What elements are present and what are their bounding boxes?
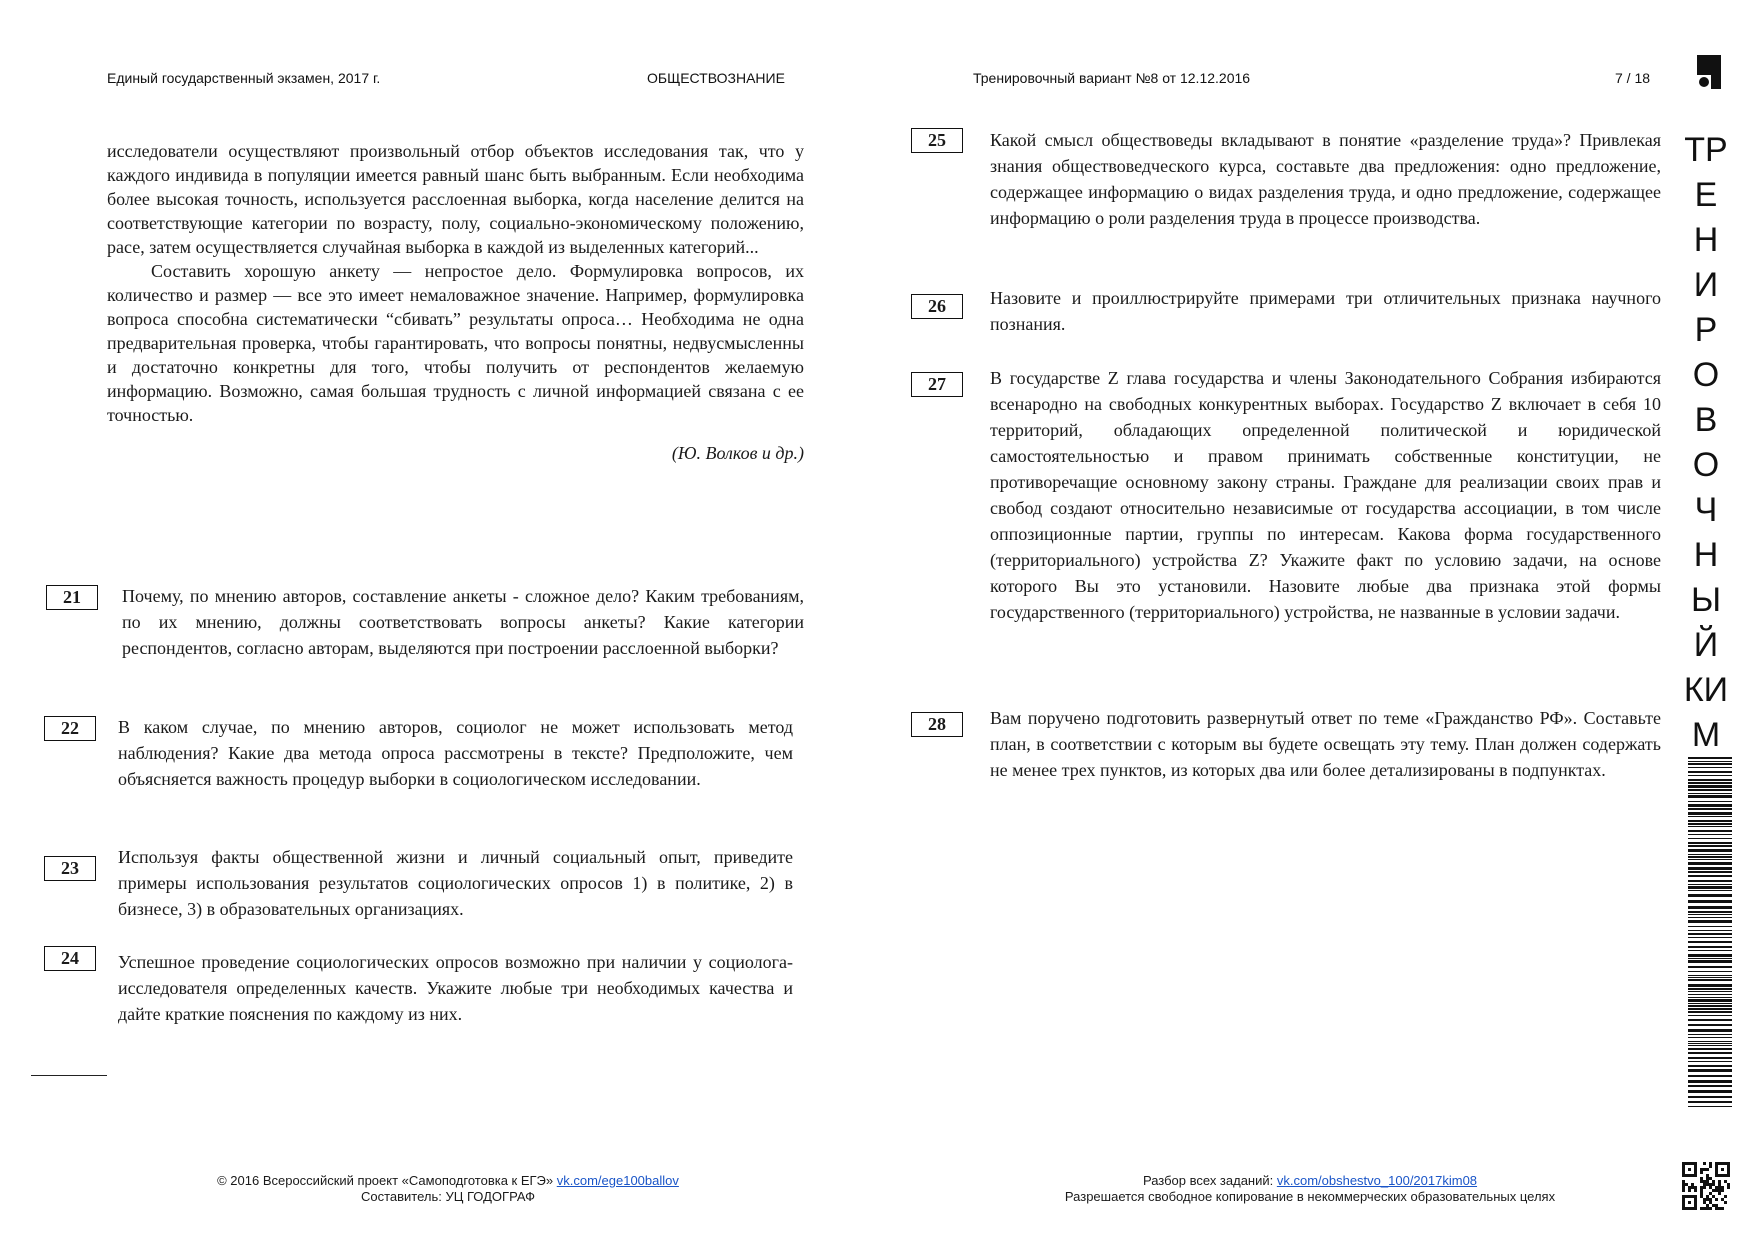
qr-module — [1703, 1198, 1706, 1201]
qr-module — [1718, 1162, 1721, 1165]
barcode-bar — [1688, 845, 1732, 847]
qr-module — [1718, 1192, 1721, 1195]
qr-module — [1694, 1198, 1697, 1201]
barcode-bar — [1688, 842, 1732, 844]
qr-module — [1682, 1162, 1685, 1165]
qr-module — [1712, 1189, 1715, 1192]
qr-module — [1694, 1168, 1697, 1171]
footer-analysis-text: Разбор всех заданий: — [1142, 1173, 1277, 1188]
qr-module — [1712, 1180, 1715, 1183]
qr-module — [1694, 1195, 1697, 1198]
qr-module — [1682, 1168, 1685, 1171]
qr-module — [1718, 1207, 1721, 1210]
barcode-bar — [1688, 1061, 1732, 1062]
qr-module — [1706, 1180, 1709, 1183]
qr-module — [1694, 1201, 1697, 1204]
barcode-bar — [1688, 979, 1732, 981]
footer-right-line-1 — [1020, 1173, 1600, 1189]
qr-module — [1724, 1174, 1727, 1177]
barcode-bar — [1688, 1085, 1732, 1087]
qr-module — [1706, 1183, 1709, 1186]
qr-module — [1694, 1186, 1697, 1189]
barcode-bar — [1688, 958, 1732, 959]
footer-compiler: Составитель: УЦ ГОДОГРАФ — [360, 1189, 535, 1204]
footer-copyright-text: © 2016 Всероссийский проект «Самоподготовка к ЕГЭ» — [217, 1173, 557, 1188]
barcode-bar — [1688, 1106, 1732, 1107]
qr-module — [1718, 1183, 1721, 1186]
barcode-bar — [1688, 984, 1732, 987]
footer-copy-permission: Разрешается свободное копирование в некоммерческих образовательных целях — [1064, 1189, 1556, 1204]
barcode-bar — [1688, 1008, 1732, 1010]
barcode-bar — [1688, 926, 1732, 927]
barcode-bar — [1688, 856, 1732, 858]
qr-module — [1691, 1195, 1694, 1198]
qr-module — [1703, 1201, 1706, 1204]
qr-module — [1721, 1198, 1724, 1201]
question-text-25: Какой смысл обществоведы вкладывают в понятие «разделение труда»? Привлекая знания обществоведческого курса, составьте два предложения: одно предложение, содержащее информацию о видах разделения труда, и одно предложение, содержащее информацию о роли разделения труда в процессе производства. — [990, 130, 1661, 228]
qr-module — [1715, 1189, 1718, 1192]
footer-left — [186, 1173, 710, 1205]
barcode-bar — [1688, 1037, 1732, 1038]
question-number-28: 28 — [911, 712, 963, 737]
question-number-27: 27 — [911, 372, 963, 397]
qr-module — [1721, 1186, 1724, 1189]
qr-module — [1706, 1207, 1709, 1210]
barcode-bar — [1688, 960, 1732, 963]
side-label-letter: В — [1694, 401, 1718, 439]
barcode-bar — [1688, 933, 1732, 935]
barcode-bar — [1688, 880, 1732, 882]
barcode-bar — [1688, 1041, 1732, 1042]
barcode-bar — [1688, 991, 1732, 992]
qr-module — [1727, 1165, 1730, 1168]
qr-module — [1691, 1186, 1694, 1189]
qr-module — [1694, 1171, 1697, 1174]
barcode-bar — [1688, 875, 1732, 877]
qr-module — [1709, 1198, 1712, 1201]
barcode-bar — [1688, 826, 1732, 827]
question-text-21: Почему, по мнению авторов, составление анкеты - сложное дело? Каким требованиям, по их мнению, должны соответствовать вопросы анкеты? Какие категории респондентов, согласно авторам, выделяются при построении расслоенной выборки? — [122, 586, 804, 658]
qr-module — [1682, 1189, 1685, 1192]
side-label-letter: Р — [1694, 311, 1718, 349]
qr-module — [1709, 1186, 1712, 1189]
qr-module — [1682, 1183, 1685, 1186]
footer-analysis-link[interactable]: vk.com/obshestvo_100/2017kim08 — [1276, 1173, 1478, 1188]
qr-module — [1688, 1186, 1691, 1189]
qr-module — [1682, 1195, 1685, 1198]
barcode-bar — [1688, 830, 1732, 832]
passage-paragraph-1: исследователи осуществляют произвольный отбор объектов исследования так, что у каждого индивида в популяции имеется равный шанс быть выбранным. Если необходима более высокая точность, используется расслоенная выборка, когда население делится на соответствующие категории по возрасту, полу, социально-экономическому положению, расе, затем осуществляется случайная выборка в каждой из выделенных категорий... — [107, 141, 804, 257]
qr-module — [1712, 1183, 1715, 1186]
qr-module — [1715, 1186, 1718, 1189]
qr-module — [1715, 1207, 1718, 1210]
qr-module — [1724, 1180, 1727, 1183]
qr-module — [1706, 1198, 1709, 1201]
qr-module — [1685, 1174, 1688, 1177]
qr-module — [1706, 1177, 1709, 1180]
side-label-letter: О — [1692, 446, 1720, 484]
footer-left-line-1 — [186, 1173, 710, 1189]
qr-module — [1682, 1207, 1685, 1210]
qr-module — [1682, 1186, 1685, 1189]
qr-module — [1700, 1192, 1703, 1195]
barcode-bar — [1688, 917, 1732, 918]
qr-module — [1727, 1186, 1730, 1189]
qr-module — [1688, 1201, 1691, 1204]
qr-module — [1721, 1174, 1724, 1177]
qr-module — [1682, 1198, 1685, 1201]
side-label-letter: Н — [1693, 221, 1719, 259]
qr-module — [1694, 1162, 1697, 1165]
qr-module — [1703, 1207, 1706, 1210]
barcode-bar — [1688, 975, 1732, 976]
qr-module — [1727, 1183, 1730, 1186]
qr-module — [1727, 1168, 1730, 1171]
qr-module — [1715, 1165, 1718, 1168]
barcode-bar — [1688, 834, 1732, 835]
qr-module — [1685, 1207, 1688, 1210]
question-text-27: В государстве Z глава государства и члены Законодательного Собрания избираются всенародно на свободных конкурентных выборах. Государство Z включает в себя 10 территорий, обладающих определенной политической и юридической самостоятельностью и правом принимать собственные конституции, не противоречащие основному закону страны. Граждане для реализации своих прав и свобод создают относительно независимые от государства ассоциации, в том числе оппозиционные партии, группы по интересам. Какова форма государственного (территориального) устройства Z? Укажите факт по условию задачи, на основе которого Вы это установили. Назовите любые два признака этой формы государственного (территориального) устройства, не названные в условии задачи. — [990, 368, 1661, 622]
qr-module — [1724, 1162, 1727, 1165]
qr-module — [1688, 1189, 1691, 1192]
qr-module — [1703, 1183, 1706, 1186]
qr-module — [1709, 1183, 1712, 1186]
barcode-bar — [1688, 854, 1732, 855]
qr-module — [1712, 1195, 1715, 1198]
qr-module — [1724, 1201, 1727, 1204]
barcode-bar — [1688, 871, 1732, 873]
qr-module — [1703, 1186, 1706, 1189]
qr-module — [1703, 1168, 1706, 1171]
qr-module — [1688, 1207, 1691, 1210]
barcode-bar — [1688, 1075, 1732, 1077]
barcode-bar — [1688, 1101, 1732, 1103]
passage-citation: (Ю. Волков и др.) — [671, 443, 804, 463]
qr-module — [1694, 1165, 1697, 1168]
qr-module — [1688, 1195, 1691, 1198]
barcode-bar — [1688, 1043, 1732, 1044]
qr-module — [1706, 1168, 1709, 1171]
barcode-bar — [1688, 767, 1732, 768]
barcode-bar — [1688, 920, 1732, 923]
qr-module — [1682, 1165, 1685, 1168]
barcode-bar — [1688, 812, 1732, 815]
footer-right — [1020, 1173, 1600, 1205]
qr-module — [1700, 1168, 1703, 1171]
qr-module — [1727, 1171, 1730, 1174]
qr-module — [1718, 1189, 1721, 1192]
barcode-bar — [1688, 1052, 1732, 1054]
barcode-bar — [1688, 757, 1732, 759]
question-text-26: Назовите и проиллюстрируйте примерами три отличительных признака научного познания. — [990, 288, 1661, 334]
qr-module — [1700, 1171, 1703, 1174]
qr-module — [1688, 1168, 1691, 1171]
barcode-bar — [1688, 1065, 1732, 1067]
header-page-number: 7 / 18 — [1615, 70, 1651, 86]
barcode-bar — [1688, 823, 1732, 825]
question-text-28: Вам поручено подготовить развернутый ответ по теме «Гражданство РФ». Составьте план, в соответствии с которым вы будете освещать эту тему. План должен содержать не менее трех пунктов, из которых два или более детализированы в подпунктах. — [990, 708, 1661, 780]
side-label-letter: Ч — [1694, 491, 1718, 529]
barcode-bar — [1688, 867, 1732, 870]
barcode-bar — [1688, 900, 1732, 903]
side-label-letter: Н — [1693, 536, 1719, 574]
barcode-bar — [1688, 1011, 1732, 1013]
qr-module — [1694, 1174, 1697, 1177]
qr-module — [1718, 1186, 1721, 1189]
qr-module — [1682, 1171, 1685, 1174]
barcode-bar — [1688, 994, 1732, 995]
qr-module — [1682, 1204, 1685, 1207]
barcode-bar — [1688, 761, 1732, 762]
barcode-bar — [1688, 1015, 1732, 1016]
qr-module — [1691, 1183, 1694, 1186]
barcode-bar — [1688, 849, 1732, 852]
barcode-icon — [1688, 757, 1732, 1107]
barcode-bar — [1688, 1080, 1732, 1083]
barcode-bar — [1688, 859, 1732, 860]
side-label-letter: Е — [1694, 176, 1718, 214]
barcode-bar — [1688, 937, 1732, 938]
barcode-bar — [1688, 1048, 1732, 1050]
qr-module — [1709, 1162, 1712, 1165]
question-text-24: Успешное проведение социологических опросов возможно при наличии у социолога-исследователя определенных качеств. Укажите любые три необходимых качества и дайте краткие пояснения по каждому из них. — [118, 952, 793, 1024]
qr-module — [1682, 1201, 1685, 1204]
barcode-bar — [1688, 988, 1732, 990]
side-label-letter: Ы — [1690, 581, 1722, 619]
side-label-letter: О — [1692, 356, 1720, 394]
qr-module — [1718, 1174, 1721, 1177]
question-number-23: 23 — [44, 856, 96, 881]
barcode-bar — [1688, 763, 1732, 765]
header-subject: ОБЩЕСТВОЗНАНИЕ — [647, 70, 785, 86]
barcode-bar — [1688, 884, 1732, 885]
qr-module — [1685, 1183, 1688, 1186]
question-text-22: В каком случае, по мнению авторов, социолог не может использовать метод наблюдения? Какие два метода опроса рассмотрены в тексте? Предположите, чем объясняется важность процедур выборки в социологическом исследовании. — [118, 717, 793, 789]
question-number-25: 25 — [911, 128, 963, 153]
barcode-bar — [1688, 862, 1732, 865]
barcode-bar — [1688, 1057, 1732, 1059]
qr-module — [1709, 1192, 1712, 1195]
header-exam: Единый государственный экзамен, 2017 г. — [107, 70, 381, 86]
passage — [107, 139, 804, 465]
barcode-bar — [1688, 941, 1732, 943]
qr-module — [1691, 1162, 1694, 1165]
qr-module — [1715, 1168, 1718, 1171]
qr-module — [1727, 1174, 1730, 1177]
qr-module — [1691, 1174, 1694, 1177]
qr-module — [1700, 1207, 1703, 1210]
barcode-bar — [1688, 782, 1732, 784]
qr-module — [1685, 1195, 1688, 1198]
barcode-bar — [1688, 966, 1732, 968]
qr-module — [1688, 1162, 1691, 1165]
qr-module — [1727, 1162, 1730, 1165]
qr-module — [1700, 1189, 1703, 1192]
barcode-bar — [1688, 816, 1732, 817]
qr-module — [1715, 1204, 1718, 1207]
footnote-separator — [31, 1075, 107, 1076]
barcode-bar — [1688, 1090, 1732, 1093]
barcode-bar — [1688, 911, 1732, 913]
barcode-bar — [1688, 906, 1732, 909]
barcode-bar — [1688, 795, 1732, 798]
question-text-23: Используя факты общественной жизни и личный социальный опыт, приведите примеры использования результатов социологических опросов 1) в политике, 2) в бизнесе, 3) в образовательных организациях. — [118, 847, 793, 919]
qr-module — [1694, 1207, 1697, 1210]
barcode-bar — [1688, 775, 1732, 776]
barcode-bar — [1688, 999, 1732, 1002]
barcode-bar — [1688, 1096, 1732, 1098]
qr-module — [1721, 1168, 1724, 1171]
barcode-bar — [1688, 793, 1732, 794]
qr-module — [1709, 1207, 1712, 1210]
barcode-bar — [1688, 1003, 1732, 1004]
qr-module — [1694, 1189, 1697, 1192]
qr-module — [1700, 1186, 1703, 1189]
side-label-letter: Й — [1693, 626, 1719, 664]
barcode-bar — [1688, 1069, 1732, 1072]
qr-module — [1721, 1189, 1724, 1192]
question-number-21: 21 — [46, 585, 98, 610]
qr-module — [1706, 1174, 1709, 1177]
qr-module — [1700, 1195, 1703, 1198]
barcode-bar — [1688, 1024, 1732, 1026]
barcode-bar — [1688, 946, 1732, 948]
barcode-bar — [1688, 997, 1732, 998]
qr-module — [1721, 1162, 1724, 1165]
side-label-letter: КИ — [1683, 671, 1729, 709]
qr-module — [1691, 1207, 1694, 1210]
barcode-bar — [1688, 954, 1732, 957]
barcode-bar — [1688, 771, 1732, 773]
barcode-bar — [1688, 890, 1732, 891]
side-label-letter: ТР — [1684, 131, 1728, 169]
barcode-bar — [1688, 785, 1732, 788]
barcode-bar — [1688, 930, 1732, 931]
question-number-22: 22 — [44, 716, 96, 741]
barcode-bar — [1688, 950, 1732, 951]
qr-module — [1709, 1177, 1712, 1180]
barcode-bar — [1688, 1045, 1732, 1046]
barcode-bar — [1688, 789, 1732, 791]
barcode-bar — [1688, 801, 1732, 802]
barcode-bar — [1688, 1029, 1732, 1032]
question-number-26: 26 — [911, 294, 963, 319]
qr-module — [1703, 1162, 1706, 1165]
barcode-bar — [1688, 971, 1732, 972]
barcode-bar — [1688, 886, 1732, 889]
barcode-bar — [1688, 894, 1732, 897]
barcode-bar — [1688, 808, 1732, 810]
qr-module — [1703, 1180, 1706, 1183]
qr-module — [1709, 1165, 1712, 1168]
footer-vk-link[interactable]: vk.com/ege100ballov — [556, 1173, 679, 1188]
barcode-bar — [1688, 838, 1732, 839]
barcode-bar — [1688, 779, 1732, 781]
barcode-bar — [1688, 977, 1732, 978]
qr-module — [1715, 1174, 1718, 1177]
qr-module — [1685, 1162, 1688, 1165]
qr-module — [1682, 1174, 1685, 1177]
barcode-bar — [1688, 820, 1732, 822]
qr-module — [1700, 1180, 1703, 1183]
qr-module — [1694, 1204, 1697, 1207]
qr-module — [1709, 1201, 1712, 1204]
passage-paragraph-2: Составить хорошую анкету — непростое дело. Формулировка вопросов, их количество и размер — все это имеет немаловажное значение. Например, формулировка вопроса способна систематически “сбивать” результаты опроса… Необходима не одна предварительная проверка, чтобы гарантировать, что вопросы понятны, недвусмысленны и достаточно конкретны для того, чтобы получить от респондентов желаемую информацию. Возможно, самая большая трудность с личной информацией связана с ее точностью. — [107, 261, 804, 425]
qr-module — [1688, 1174, 1691, 1177]
barcode-bar — [1688, 1005, 1732, 1007]
barcode-bar — [1688, 914, 1732, 915]
qr-module — [1715, 1171, 1718, 1174]
side-label-letter: И — [1693, 266, 1719, 304]
barcode-bar — [1688, 1034, 1732, 1035]
side-vertical-label — [1676, 128, 1736, 758]
qr-module — [1715, 1162, 1718, 1165]
qr-module — [1700, 1177, 1703, 1180]
barcode-bar — [1688, 804, 1732, 807]
side-label-letter: М — [1691, 716, 1721, 754]
qr-module — [1712, 1204, 1715, 1207]
barcode-bar — [1688, 1019, 1732, 1021]
qr-module — [1718, 1180, 1721, 1183]
qr-module — [1721, 1207, 1724, 1210]
corner-mark-icon — [1697, 55, 1721, 89]
qr-module — [1682, 1180, 1685, 1183]
qr-module — [1724, 1195, 1727, 1198]
qr-module — [1706, 1195, 1709, 1198]
question-number-24: 24 — [44, 946, 96, 971]
qr-module — [1706, 1204, 1709, 1207]
header-variant: Тренировочный вариант №8 от 12.12.2016 — [973, 70, 1251, 86]
qr-code-icon — [1682, 1162, 1730, 1210]
qr-module — [1715, 1198, 1718, 1201]
